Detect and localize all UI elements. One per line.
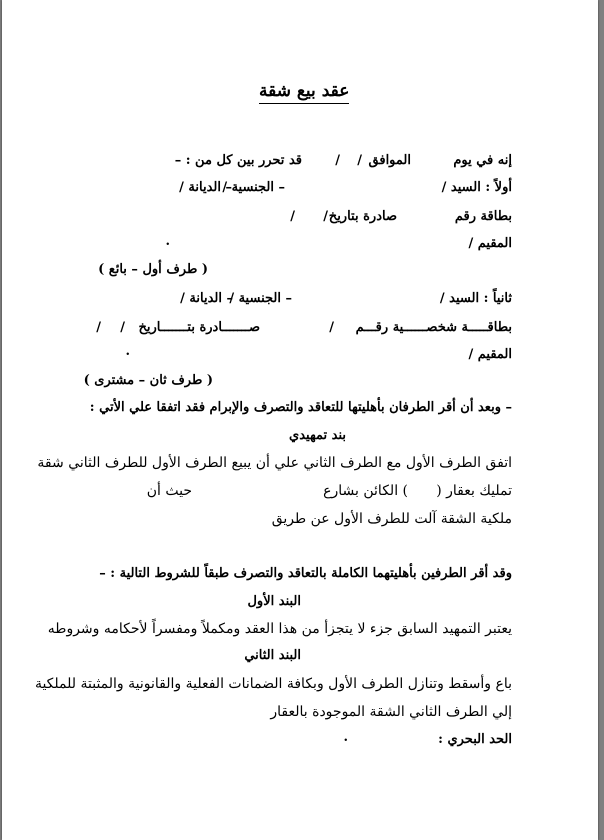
preamble-line-3: ملكية الشقة آلت للطرف الأول عن طريق — [271, 511, 512, 527]
intro-slash-1: / — [357, 153, 362, 168]
party1-nationality: – الجنسية / — [222, 180, 285, 195]
party1-slash-2: / — [290, 209, 295, 224]
preamble-heading: بند تمهيدي — [289, 428, 346, 443]
party2-resident: المقيم / — [468, 347, 512, 362]
intro-corresponding: الموافق — [368, 153, 411, 168]
party2-dot: . — [125, 344, 130, 359]
party2-issued: صـــــــادرة بتـــــــاريخ — [138, 320, 260, 335]
party2-slash-2: / — [96, 320, 101, 335]
party1-issued: صادرة بتاريخ — [328, 209, 397, 224]
party1-role: ( طرف أول – بائع ) — [98, 262, 208, 277]
party1-label: أولاً : السيد / — [441, 180, 512, 195]
page-title: عقد بيع شقة — [259, 80, 349, 104]
clause2-line-2: إلي الطرف الثاني الشقة الموجودة بالعقار — [270, 704, 512, 720]
party2-nationality: – الجنسية / — [229, 291, 292, 306]
party2-id-slash: / — [329, 320, 334, 335]
intro-slash-2: / — [335, 153, 340, 168]
document-page — [2, 0, 598, 840]
intro-in-day: إنه في يوم — [453, 153, 512, 168]
party2-religion: – الديانة / — [180, 291, 233, 306]
clause1-text: يعتبر التمهيد السابق جزء لا يتجزأ من هذا العقد ومكملاً ومفسراً لأحكامه وشروطه — [47, 621, 512, 637]
clause2-north-boundary: الحد البحري : — [438, 732, 512, 747]
preamble-line-2a: تمليك بعقار ( — [436, 483, 512, 499]
party1-id-card: بطاقة رقم — [454, 209, 512, 224]
conditions-intro: وقد أقر الطرفين بأهليتهما الكاملة بالتعاقد والتصرف طبقاً للشروط التالية : – — [99, 566, 512, 581]
party2-slash-1: / — [120, 320, 125, 335]
party1-resident: المقيم / — [468, 236, 512, 251]
party1-dot: . — [165, 234, 170, 249]
clause2-dot: . — [343, 730, 348, 745]
party1-religion: – الديانة / — [179, 180, 232, 195]
preamble-line-2c: حيث أن — [146, 483, 192, 499]
clause2-line-1: باع وأسقط وتنازل الطرف الأول وبكافة الضمانات الفعلية والقانونية والمثبتة للملكية — [34, 676, 512, 692]
party2-id-card: بطاقـــــة شخصــــــية رقـــم — [355, 320, 512, 335]
acknowledgement: – وبعد أن أقر الطرفان بأهليتها للتعاقد والتصرف والإبرام فقد اتفقا علي الأتي : — [89, 400, 512, 415]
preamble-line-2b: ) الكائن بشارع — [323, 483, 408, 499]
preamble-line-1: اتفق الطرف الأول مع الطرف الثاني علي أن يبيع الطرف الأول للطرف الثاني شقة — [37, 455, 512, 471]
party2-role: ( طرف ثان – مشترى ) — [83, 373, 213, 388]
intro-written: قد تحرر بين كل من : – — [174, 153, 302, 168]
clause1-heading: البند الأول — [247, 594, 301, 609]
party2-label: ثانياً : السيد / — [439, 291, 512, 306]
party1-slash-1: / — [323, 209, 328, 224]
clause2-heading: البند الثاني — [244, 648, 301, 663]
